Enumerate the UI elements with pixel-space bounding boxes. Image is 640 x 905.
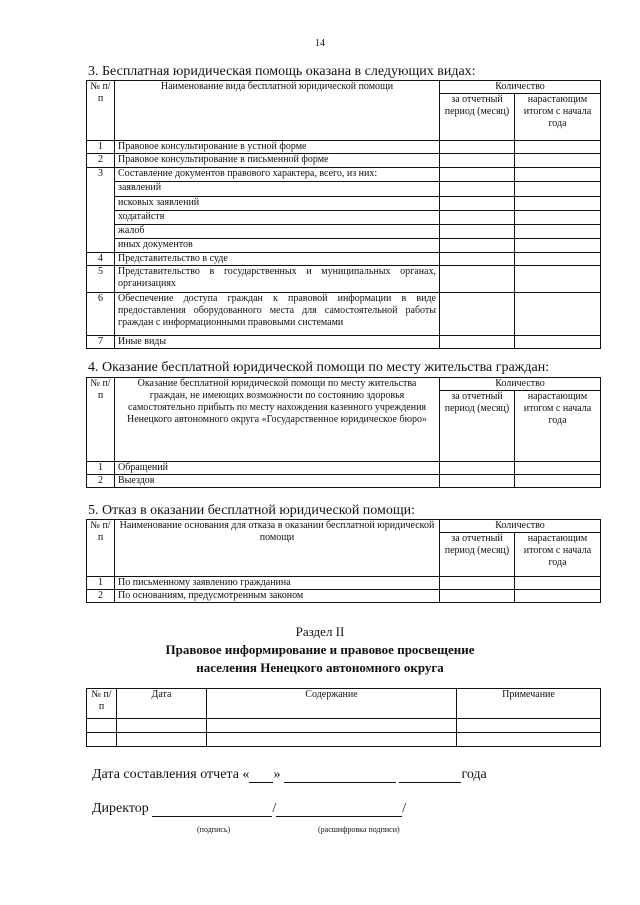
col-note-header: Примечание — [457, 689, 601, 719]
period-cell — [440, 168, 515, 182]
row-num: 4 — [87, 253, 115, 266]
row-num — [87, 239, 115, 253]
cumulative-cell — [515, 336, 601, 349]
col-cumulative-header: нарастающим итогом с начала года — [515, 94, 601, 141]
content-cell — [207, 733, 457, 747]
month-field[interactable] — [284, 768, 396, 783]
row-num — [87, 225, 115, 239]
col-name-header: Оказание бесплатной юридической помощи по месту жительства граждан, не имеющих возможности по состоянию здоровья самостоятельно прибыть по месту нахождения казенного учреждения Ненецкого автономного округа «Государственное юридическое бюро» — [115, 378, 440, 462]
table-row — [87, 197, 601, 211]
slash-left: / — [272, 801, 277, 816]
table-row — [87, 293, 601, 336]
period-cell — [440, 225, 515, 239]
page-number: 14 — [315, 38, 325, 49]
row-num: 3 — [87, 168, 115, 182]
day-field[interactable] — [249, 768, 273, 783]
row-num: 6 — [87, 293, 115, 336]
section3-table — [86, 80, 601, 349]
period-cell — [440, 336, 515, 349]
col-qty-header: Количество — [440, 378, 601, 391]
row-num: 2 — [87, 154, 115, 168]
section2-title — [0, 641, 640, 677]
row-num: 1 — [87, 141, 115, 154]
period-cell — [440, 197, 515, 211]
row-name: заявлений — [115, 182, 440, 197]
row-name: иных документов — [115, 239, 440, 253]
signature-caption: (подпись) — [197, 825, 231, 834]
col-name-header: Наименование основания для отказа в оказании бесплатной юридической помощи — [115, 520, 440, 577]
section2-title-line2: населения Ненецкого автономного округа — [196, 660, 444, 675]
cumulative-cell — [515, 211, 601, 225]
col-num-header: № п/п — [87, 378, 115, 462]
director-line — [92, 801, 406, 817]
period-cell — [440, 293, 515, 336]
row-num — [87, 182, 115, 197]
table-row — [87, 154, 601, 168]
row-name: По письменному заявлению гражданина — [115, 577, 440, 590]
cumulative-cell — [515, 225, 601, 239]
row-num: 7 — [87, 336, 115, 349]
table-row — [87, 168, 601, 182]
section3-title: 3. Бесплатная юридическая помощь оказана в следующих видах: — [88, 64, 476, 79]
col-qty-header: Количество — [440, 81, 601, 94]
col-num-header: № п/п — [87, 81, 115, 141]
cumulative-cell — [515, 239, 601, 253]
col-cumulative-header: нарастающим итогом с начала года — [515, 391, 601, 462]
cumulative-cell — [515, 168, 601, 182]
cumulative-cell — [515, 462, 601, 475]
decode-field[interactable] — [276, 802, 402, 817]
table-row — [87, 225, 601, 239]
col-qty-header: Количество — [440, 520, 601, 533]
period-cell — [440, 141, 515, 154]
period-cell — [440, 590, 515, 603]
row-name: Правовое консультирование в письменной форме — [115, 154, 440, 168]
num-cell — [87, 733, 117, 747]
period-cell — [440, 462, 515, 475]
row-num: 2 — [87, 475, 115, 488]
table-row — [87, 253, 601, 266]
period-cell — [440, 577, 515, 590]
row-name: Правовое консультирование в устной форме — [115, 141, 440, 154]
row-name: Обеспечение доступа граждан к правовой информации в виде предоставления оборудованного места для самостоятельной работы граждан с информационными правовыми системами — [115, 293, 440, 336]
row-num: 2 — [87, 590, 115, 603]
period-cell — [440, 253, 515, 266]
row-name: По основаниям, предусмотренным законом — [115, 590, 440, 603]
date-cell — [117, 719, 207, 733]
date-label: Дата составления отчета « — [92, 767, 250, 782]
section2-table — [86, 688, 601, 747]
cumulative-cell — [515, 141, 601, 154]
cumulative-cell — [515, 293, 601, 336]
decode-caption: (расшифровка подписи) — [318, 825, 400, 834]
note-cell — [457, 719, 601, 733]
col-num-header: № п/п — [87, 520, 115, 577]
table-row — [87, 719, 601, 733]
row-name: Иные виды — [115, 336, 440, 349]
row-name: Представительство в суде — [115, 253, 440, 266]
table-row — [87, 266, 601, 293]
section5-table — [86, 519, 601, 603]
col-period-header: за отчетный период (месяц) — [440, 533, 515, 577]
section4-table — [86, 377, 601, 488]
table-row — [87, 239, 601, 253]
date-cell — [117, 733, 207, 747]
cumulative-cell — [515, 182, 601, 197]
row-name: Составление документов правового характера, всего, из них: — [115, 168, 440, 182]
slash-right: / — [402, 801, 407, 816]
date-mid: » — [273, 767, 281, 782]
period-cell — [440, 154, 515, 168]
year-field[interactable] — [399, 768, 461, 783]
row-name: Представительство в государственных и муниципальных органах, организациях — [115, 266, 440, 293]
table-row — [87, 182, 601, 197]
report-date-line — [92, 767, 487, 783]
period-cell — [440, 475, 515, 488]
table-row — [87, 475, 601, 488]
year-label: года — [461, 767, 487, 782]
row-name: исковых заявлений — [115, 197, 440, 211]
table-row — [87, 211, 601, 225]
row-name: жалоб — [115, 225, 440, 239]
period-cell — [440, 266, 515, 293]
col-period-header: за отчетный период (месяц) — [440, 391, 515, 462]
cumulative-cell — [515, 590, 601, 603]
table-row — [87, 590, 601, 603]
period-cell — [440, 182, 515, 197]
row-num: 1 — [87, 462, 115, 475]
section2-label: Раздел II — [295, 624, 345, 639]
table-row — [87, 733, 601, 747]
col-num-header: № п/п — [87, 689, 117, 719]
row-name: ходатайств — [115, 211, 440, 225]
row-name: Выездов — [115, 475, 440, 488]
table-row — [87, 577, 601, 590]
row-num: 1 — [87, 577, 115, 590]
cumulative-cell — [515, 197, 601, 211]
section5-title: 5. Отказ в оказании бесплатной юридической помощи: — [88, 503, 416, 518]
table-row — [87, 462, 601, 475]
section4-title: 4. Оказание бесплатной юридической помощи по месту жительства граждан: — [88, 360, 550, 375]
cumulative-cell — [515, 154, 601, 168]
director-label: Директор — [92, 801, 149, 816]
note-cell — [457, 733, 601, 747]
table-row — [87, 336, 601, 349]
row-name: Обращений — [115, 462, 440, 475]
col-name-header: Наименование вида бесплатной юридической помощи — [115, 81, 440, 141]
row-num — [87, 211, 115, 225]
section2-title-line1: Правовое информирование и правовое просвещение — [165, 642, 475, 657]
row-num — [87, 197, 115, 211]
period-cell — [440, 239, 515, 253]
signature-field[interactable] — [152, 802, 272, 817]
row-num: 5 — [87, 266, 115, 293]
col-content-header: Содержание — [207, 689, 457, 719]
cumulative-cell — [515, 253, 601, 266]
cumulative-cell — [515, 266, 601, 293]
cumulative-cell — [515, 577, 601, 590]
content-cell — [207, 719, 457, 733]
col-date-header: Дата — [117, 689, 207, 719]
col-period-header: за отчетный период (месяц) — [440, 94, 515, 141]
num-cell — [87, 719, 117, 733]
col-cumulative-header: нарастающим итогом с начала года — [515, 533, 601, 577]
table-row — [87, 141, 601, 154]
period-cell — [440, 211, 515, 225]
cumulative-cell — [515, 475, 601, 488]
